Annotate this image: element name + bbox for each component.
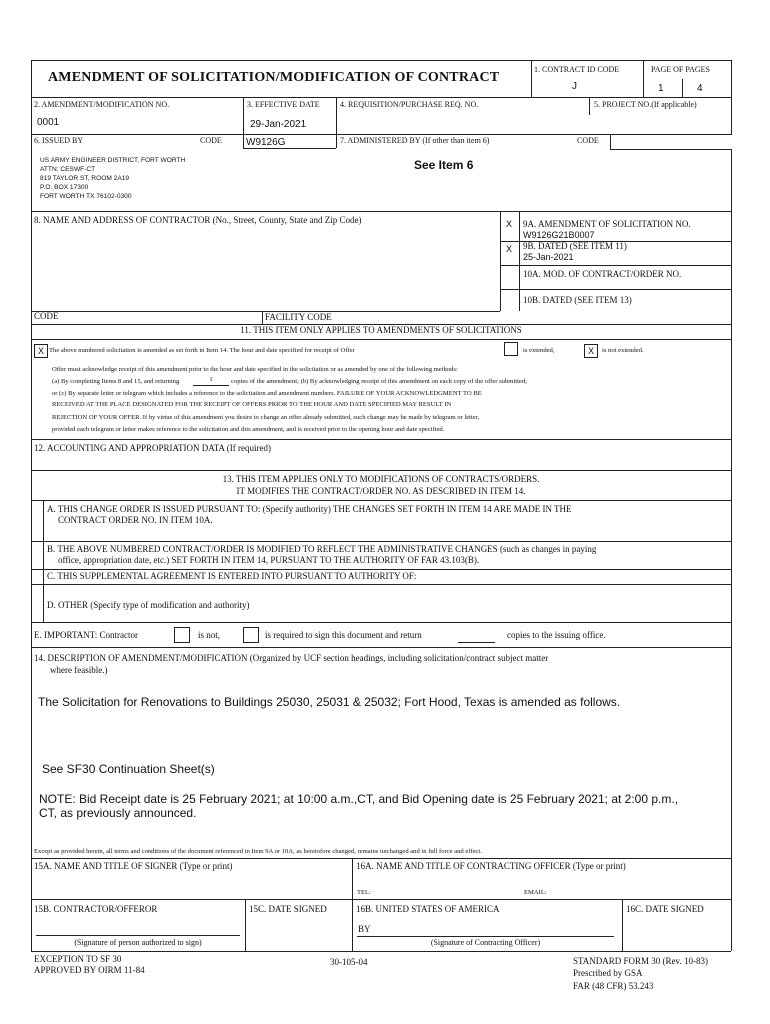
item15c-label: 15C. DATE SIGNED [249, 904, 327, 914]
item13-c: C. THIS SUPPLEMENTAL AGREEMENT IS ENTERED INTO PURSUANT TO AUTHORITY OF: [47, 571, 417, 581]
amendment-sol-no: W9126G21B0007 [523, 230, 595, 240]
item14-text3b: CT, as previously announced. [39, 806, 197, 820]
item-e-label: E. IMPORTANT: Contractor [34, 630, 139, 640]
item11-p3: or (c) By separate letter or telegram which includes a reference to the solicitation and amendment numbers. FAILURE OF YOUR ACKNOWLEDGMENT TO BE [52, 390, 482, 397]
item11-p6: provided each telegram or letter makes reference to the solicitation and this amendment, and is received prior to the opening hour and date specified. [52, 426, 445, 433]
amendment-no-label: 2. AMENDMENT/MODIFICATION NO. [34, 100, 170, 109]
item14-text3a: NOTE: Bid Receipt date is 25 February 2021; at 10:00 a.m.,CT, and Bid Opening date is 25 February 2021; at 2:00 p.m., [39, 792, 679, 806]
copies-to-label: copies to the issuing office. [507, 630, 606, 640]
not-extended-checkbox[interactable]: X [584, 344, 598, 358]
contract-id-code-label: 1. CONTRACT ID CODE [534, 65, 620, 74]
item11-line1: The above numbered solicitation is amended as set forth in Item 14. The hour and date specified for receipt of Offer [49, 347, 355, 354]
footer-prescribed: Prescribed by GSA [573, 968, 643, 978]
item13-heading1: 13. THIS ITEM APPLIES ONLY TO MODIFICATIONS OF CONTRACTS/ORDERS. [222, 474, 540, 484]
contract-id-code: J [572, 81, 577, 92]
mark-9a: X [506, 219, 513, 229]
admin-code-label: CODE [577, 136, 599, 145]
issued-by-code-label: CODE [200, 136, 222, 145]
issued-by-label: 6. ISSUED BY [34, 136, 84, 145]
item11-p4: RECEIVED AT THE PLACE DESIGNATED FOR THE RECEIPT OF OFFERS PRIOR TO THE HOUR AND DATE SPECIFIED MAY RESULT IN [52, 401, 452, 408]
tel-label: TEL: [357, 889, 371, 896]
extended-checkbox[interactable] [504, 342, 518, 356]
item16b-label: 16B. UNITED STATES OF AMERICA [356, 904, 500, 914]
item14-label2: where feasible.) [50, 665, 108, 675]
amendment-sol-label: 9A. AMENDMENT OF SOLICITATION NO. [523, 219, 691, 229]
item12-label: 12. ACCOUNTING AND APPROPRIATION DATA (If required) [34, 443, 272, 453]
item13-heading2: IT MODIFIES THE CONTRACT/ORDER NO. AS DESCRIBED IN ITEM 14. [236, 486, 526, 496]
item16b-by: BY [358, 924, 371, 934]
issuer-line: 819 TAYLOR ST, ROOM 2A19 [40, 175, 130, 182]
administered-by-value: See Item 6 [414, 158, 474, 172]
administered-by-label: 7. ADMINISTERED BY (If other than item 6) [340, 136, 490, 145]
footer-far: FAR (48 CFR) 53.243 [573, 981, 654, 991]
contractor-code-label: CODE [34, 311, 59, 321]
effective-date: 29-Jan-2021 [250, 119, 307, 130]
footer-exception: EXCEPTION TO SF 30 [34, 954, 122, 964]
page-number: 1 [658, 83, 664, 94]
dated-9b-label: 9B. DATED (SEE ITEM 11) [523, 241, 627, 251]
form-title: AMENDMENT OF SOLICITATION/MODIFICATION OF CONTRACT [48, 70, 500, 85]
item13-d: D. OTHER (Specify type of modification and authority) [47, 600, 250, 610]
is-not-label: is not, [198, 630, 221, 640]
facility-code-label: FACILITY CODE [265, 312, 332, 322]
issuer-line: US ARMY ENGINEER DISTRICT, FORT WORTH [40, 157, 186, 164]
item14-text1: The Solicitation for Renovations to Buildings 25030, 25031 & 25032; Fort Hood, Texas is amended as follows. [38, 695, 621, 709]
effective-date-label: 3. EFFECTIVE DATE [247, 100, 320, 109]
item13-a1: A. THIS CHANGE ORDER IS ISSUED PURSUANT TO: (Specify authority) THE CHANGES SET FORTH IN ITEM 14 ARE MADE IN THE [47, 504, 572, 514]
item11-copies: 1 [209, 376, 213, 383]
item11-p2a: (a) By completing Items 8 and 15, and returning [52, 378, 180, 385]
item15b-label: 15B. CONTRACTOR/OFFEROR [34, 904, 158, 914]
issued-by-code: W9126G [246, 137, 286, 148]
issuer-line: P.O. BOX 17300 [40, 184, 89, 191]
item11-p1: Offer must acknowledge receipt of this amendment prior to the hour and date specified in the solicitation or as amended by one of the following methods: [52, 366, 458, 373]
requisition-label: 4. REQUISITION/PURCHASE REQ. NO. [340, 100, 479, 109]
pages-count: 4 [697, 83, 703, 94]
issuer-line: ATTN: CESWF-CT [40, 166, 96, 173]
item14-footer-note: Except as provided herein, all terms and conditions of the document referenced in Item 9A or 10A, as heretofore changed, remains unchanged and in full force and effect. [34, 848, 482, 855]
item11-heading: 11. THIS ITEM ONLY APPLIES TO AMENDMENTS OF SOLICITATIONS [240, 325, 522, 335]
extended-label: is extended, [523, 347, 555, 354]
footer-number: 30-105-04 [330, 957, 368, 967]
item13-b2: office, appropriation date, etc.) SET FORTH IN ITEM 14, PURSUANT TO THE AUTHORITY OF FAR 43.103(B). [58, 555, 480, 565]
item13-a2: CONTRACT ORDER NO. IN ITEM 10A. [58, 515, 213, 525]
item13-b1: B. THE ABOVE NUMBERED CONTRACT/ORDER IS MODIFIED TO REFLECT THE ADMINISTRATIVE CHANGES (such as changes in paying [47, 544, 597, 554]
dated-10b-label: 10B. DATED (SEE ITEM 13) [523, 295, 632, 305]
item16a-label: 16A. NAME AND TITLE OF CONTRACTING OFFICER (Type or print) [356, 861, 626, 871]
item11-p5: REJECTION OF YOUR OFFER. If by virtue of this amendment you desire to change an offer already submitted, such change may be made by telegram or letter, [52, 414, 480, 421]
email-label: EMAIL: [524, 889, 547, 896]
item14-label1: 14. DESCRIPTION OF AMENDMENT/MODIFICATION (Organized by UCF section headings, including solicitation/contract subject matter [34, 653, 549, 663]
not-extended-label: is not extended. [602, 347, 644, 354]
mod-10a-label: 10A. MOD. OF CONTRACT/ORDER NO. [523, 269, 682, 279]
item11-p2b: copies of the amendment; (b) By acknowledging receipt of this amendment on each copy of the offer submitted; [231, 378, 527, 385]
item14-text2: See SF30 Continuation Sheet(s) [42, 762, 215, 776]
issuer-line: FORT WORTH TX 76102-0300 [40, 193, 132, 200]
item15b-signature-caption: (Signature of person authorized to sign) [74, 938, 202, 947]
dated-9b: 25-Jan-2021 [523, 252, 574, 262]
footer-standard-form: STANDARD FORM 30 (Rev. 10-83) [573, 956, 708, 966]
contractor-label: 8. NAME AND ADDRESS OF CONTRACTOR (No., Street, County, State and Zip Code) [34, 215, 362, 225]
amendment-no: 0001 [37, 117, 60, 128]
page-of-pages-label: PAGE OF PAGES [651, 65, 710, 74]
is-not-checkbox[interactable] [174, 627, 190, 643]
mark-9b: X [506, 244, 513, 254]
item16c-label: 16C. DATE SIGNED [626, 904, 704, 914]
is-required-label: is required to sign this document and return [265, 630, 422, 640]
footer-approved: APPROVED BY OIRM 11-84 [34, 965, 145, 975]
is-required-checkbox[interactable] [243, 627, 259, 643]
project-no-label: 5. PROJECT NO.(If applicable) [594, 100, 697, 109]
item15a-label: 15A. NAME AND TITLE OF SIGNER (Type or print) [34, 861, 233, 871]
item11-amended-checkbox[interactable]: X [34, 344, 48, 358]
item16b-signature-caption: (Signature of Contracting Officer) [430, 938, 541, 947]
